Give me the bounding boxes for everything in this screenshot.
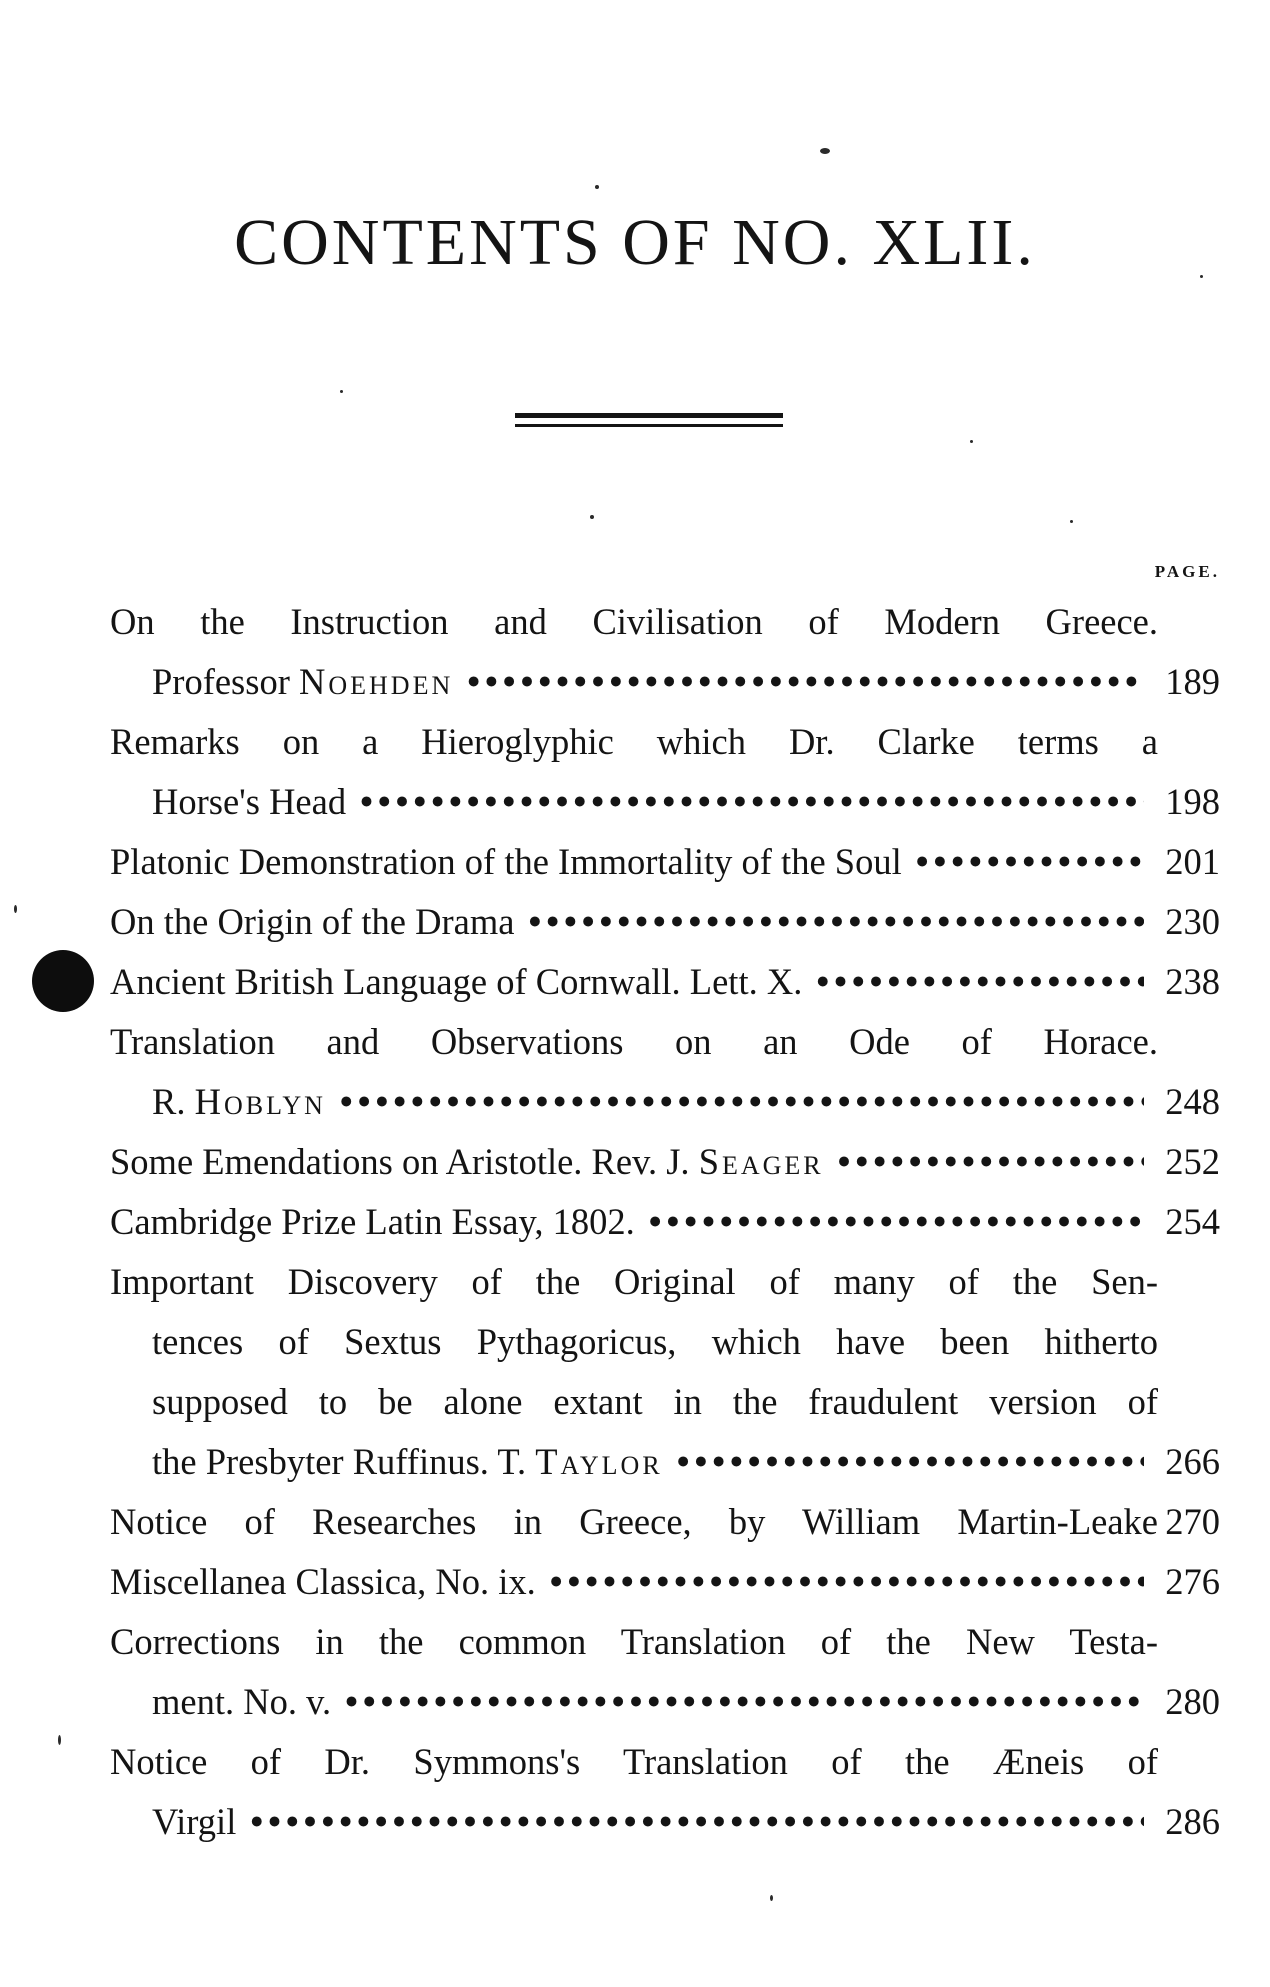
entry-title: Some Emendations on Aristotle. Rev. J. <box>110 1141 690 1182</box>
scan-speck <box>58 1735 61 1745</box>
entry-title: Professor <box>152 661 290 702</box>
toc-entry-line <box>110 1072 1220 1132</box>
dot-leader <box>550 1552 1144 1612</box>
toc-entry-line <box>110 1372 1220 1432</box>
entry-author: Taylor <box>535 1441 663 1482</box>
dot-leader <box>838 1132 1144 1192</box>
entry-title: Horse's Head <box>152 781 347 822</box>
title-rule <box>515 413 783 418</box>
page-number: 248 <box>1165 1081 1220 1122</box>
entry-title: Ancient British Language of Cornwall. Lett. X. <box>110 961 803 1002</box>
scan-speck <box>595 185 599 189</box>
page-number: 276 <box>1165 1561 1220 1602</box>
toc-entry-line <box>110 1492 1220 1552</box>
toc-entry-line <box>110 832 1220 892</box>
entry-title: Notice of Researches in Greece, by William Martin-Leake <box>110 1501 1158 1542</box>
scan-speck <box>770 1895 773 1901</box>
toc-entry-line <box>110 592 1220 652</box>
entry-title: Corrections in the common Translation of the New Testa- <box>110 1621 1158 1662</box>
toc-entry-line <box>110 1132 1220 1192</box>
entry-title: On the Instruction and Civilisation of Modern Greece. <box>110 601 1158 642</box>
toc-entry-line <box>110 772 1220 832</box>
toc-entry-line <box>110 1312 1220 1372</box>
page-number: 266 <box>1165 1441 1220 1482</box>
dot-leader <box>360 772 1144 832</box>
page-number: 198 <box>1165 781 1220 822</box>
dot-leader <box>250 1792 1144 1852</box>
entry-title: On the Origin of the Drama <box>110 901 515 942</box>
scan-speck <box>1200 275 1203 278</box>
entry-author: Hoblyn <box>194 1081 326 1122</box>
entry-title: Important Discovery of the Original of many of the Sen- <box>110 1261 1158 1302</box>
toc-entry-line <box>110 952 1220 1012</box>
contents-list <box>110 592 1220 1852</box>
page-number: 252 <box>1165 1141 1220 1182</box>
page-number: 270 <box>1165 1501 1220 1542</box>
toc-entry-line <box>110 652 1220 712</box>
toc-entry-line <box>110 1612 1220 1672</box>
entry-title: Miscellanea Classica, No. ix. <box>110 1561 536 1602</box>
page-number: 280 <box>1165 1681 1220 1722</box>
entry-title: supposed to be alone extant in the fraudulent version of <box>152 1381 1158 1422</box>
toc-entry-line <box>110 1552 1220 1612</box>
entry-title: Notice of Dr. Symmons's Translation of the Æneis of <box>110 1741 1158 1782</box>
margin-bullet-mark <box>32 950 94 1012</box>
page-number: 230 <box>1165 901 1220 942</box>
toc-entry-line <box>110 1012 1220 1072</box>
page-number: 201 <box>1165 841 1220 882</box>
entry-title: Platonic Demonstration of the Immortality of the Soul <box>110 841 902 882</box>
page-number: 254 <box>1165 1201 1220 1242</box>
page-title: CONTENTS OF NO. XLII. <box>234 206 1036 279</box>
dot-leader <box>345 1672 1144 1732</box>
entry-author: Noehden <box>299 661 454 702</box>
entry-title: Virgil <box>152 1801 237 1842</box>
scan-speck <box>820 148 830 154</box>
page-number: 286 <box>1165 1801 1220 1842</box>
page-number: 189 <box>1165 661 1220 702</box>
scan-speck <box>1070 520 1073 523</box>
scan-speck <box>340 390 343 393</box>
scan-speck <box>14 905 17 913</box>
toc-entry-line <box>110 1792 1220 1852</box>
toc-entry-line <box>110 1192 1220 1252</box>
dot-leader <box>916 832 1144 892</box>
dot-leader <box>340 1072 1144 1132</box>
dot-leader <box>816 952 1144 1012</box>
entry-title: the Presbyter Ruffinus. T. <box>152 1441 527 1482</box>
toc-entry-line <box>110 1672 1220 1732</box>
scan-speck <box>590 515 594 519</box>
toc-entry-line <box>110 712 1220 772</box>
entry-title: Remarks on a Hieroglyphic which Dr. Clarke terms a <box>110 721 1158 762</box>
page-number: 238 <box>1165 961 1220 1002</box>
scan-speck <box>970 440 973 443</box>
entry-title: tences of Sextus Pythagoricus, which have been hitherto <box>152 1321 1158 1362</box>
entry-title: ment. No. v. <box>152 1681 332 1722</box>
dot-leader <box>677 1432 1144 1492</box>
dot-leader <box>467 652 1144 712</box>
entry-title: R. <box>152 1081 186 1122</box>
toc-entry-line <box>110 892 1220 952</box>
page-column-header: PAGE. <box>1154 562 1220 581</box>
entry-author: Seager <box>698 1141 824 1182</box>
dot-leader <box>649 1192 1144 1252</box>
toc-entry-line <box>110 1432 1220 1492</box>
entry-title: Cambridge Prize Latin Essay, 1802. <box>110 1201 635 1242</box>
toc-entry-line <box>110 1732 1220 1792</box>
dot-leader <box>528 892 1144 952</box>
title-rule-thin <box>515 424 783 427</box>
entry-title: Translation and Observations on an Ode of Horace. <box>110 1021 1158 1062</box>
toc-entry-line <box>110 1252 1220 1312</box>
